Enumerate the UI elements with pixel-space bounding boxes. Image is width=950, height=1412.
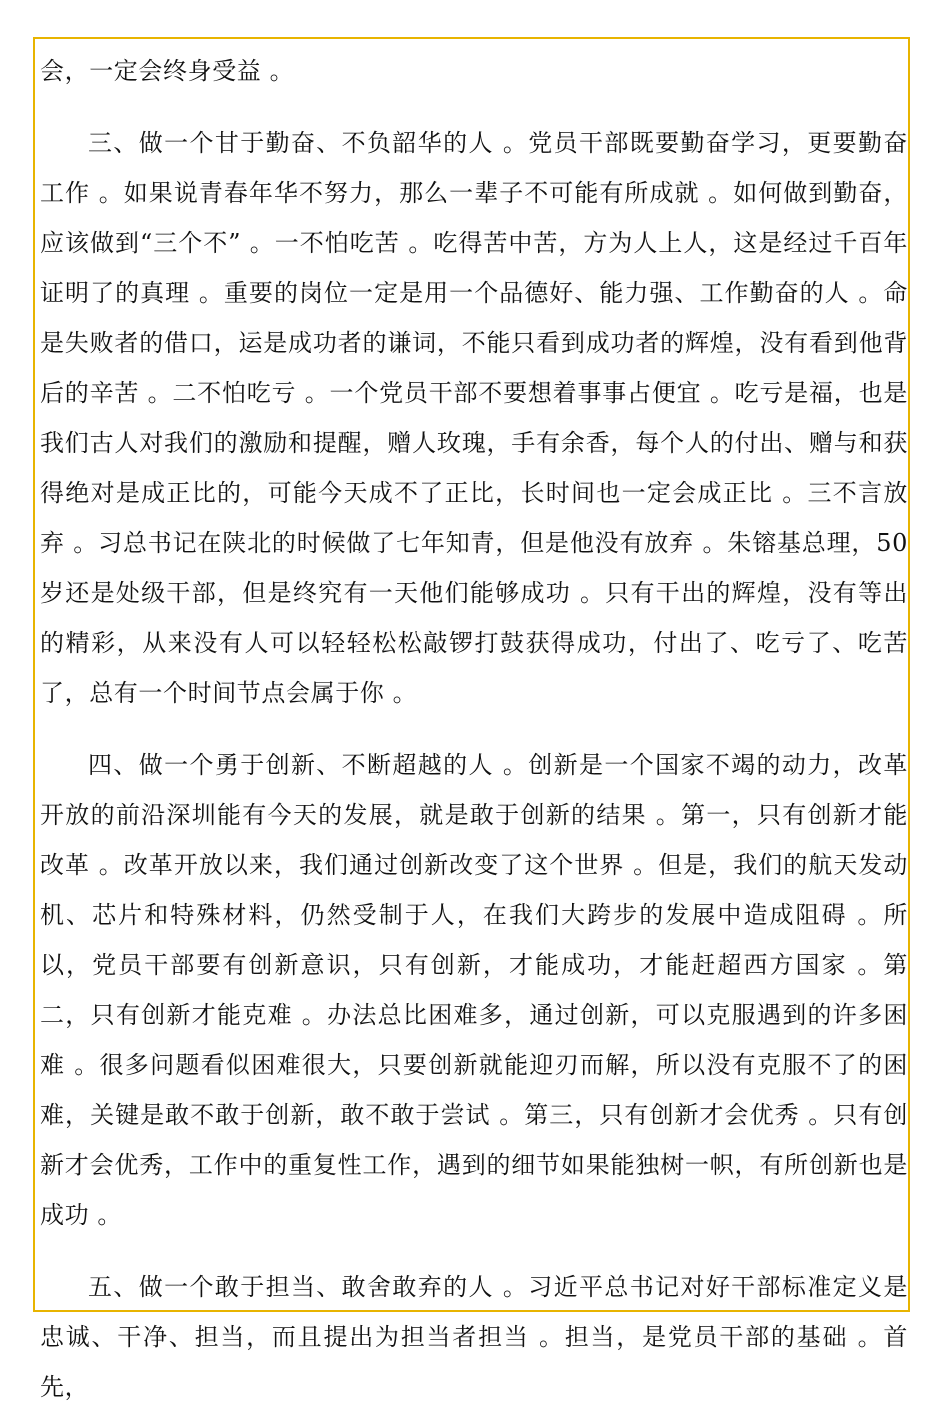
paragraph-spacer	[40, 1240, 908, 1262]
paragraph-section-three: 三、做一个甘于勤奋、不负韶华的人 。党员干部既要勤奋学习，更要勤奋工作 。如果说青春年华不努力，那么一辈子不可能有所成就 。如何做到勤奋，应该做到“三个不” 。一不怕吃苦 。吃得苦中苦，方为人上人，这是经过千百年证明了的真理 。重要的岗位一定是用一个品德好、能力强、工作勤奋的人 。命是失败者的借口，运是成功者的谦词，不能只看到成功者的辉煌，没有看到他背后的辛苦 。二不怕吃亏 。一个党员干部不要想着事事占便宜 。吃亏是福，也是我们古人对我们的激励和提醒，赠人玫瑰，手有余香，每个人的付出、赠与和获得绝对是成正比的，可能今天成不了正比，长时间也一定会成正比 。三不言放弃 。习总书记在陕北的时候做了七年知青，但是他没有放弃 。朱镕基总理，50岁还是处级干部，但是终究有一天他们能够成功 。只有干出的辉煌，没有等出的精彩，从来没有人可以轻轻松松敲锣打鼓获得成功，付出了、吃亏了、吃苦了，总有一个时间节点会属于你 。	[40, 129, 908, 707]
paragraph-section-five: 五、做一个敢于担当、敢舍敢弃的人 。习近平总书记对好干部标准定义是忠诚、干净、担当，而且提出为担当者担当 。担当，是党员干部的基础 。首先，	[40, 1273, 908, 1401]
document-body	[40, 46, 908, 1412]
paragraph-spacer	[40, 96, 908, 118]
paragraph-continuation: 会，一定会终身受益 。	[40, 57, 295, 85]
paragraph-spacer	[40, 718, 908, 740]
paragraph-section-four: 四、做一个勇于创新、不断超越的人 。创新是一个国家不竭的动力，改革开放的前沿深圳能有今天的发展，就是敢于创新的结果 。第一，只有创新才能改革 。改革开放以来，我们通过创新改变了这个世界 。但是，我们的航天发动机、芯片和特殊材料，仍然受制于人，在我们大跨步的发展中造成阻碍 。所以，党员干部要有创新意识，只有创新，才能成功，才能赶超西方国家 。第二，只有创新才能克难 。办法总比困难多，通过创新，可以克服遇到的许多困难 。很多问题看似困难很大，只要创新就能迎刃而解，所以没有克服不了的困难，关键是敢不敢于创新，敢不敢于尝试 。第三，只有创新才会优秀 。只有创新才会优秀，工作中的重复性工作，遇到的细节如果能独树一帜，有所创新也是成功 。	[40, 751, 908, 1229]
